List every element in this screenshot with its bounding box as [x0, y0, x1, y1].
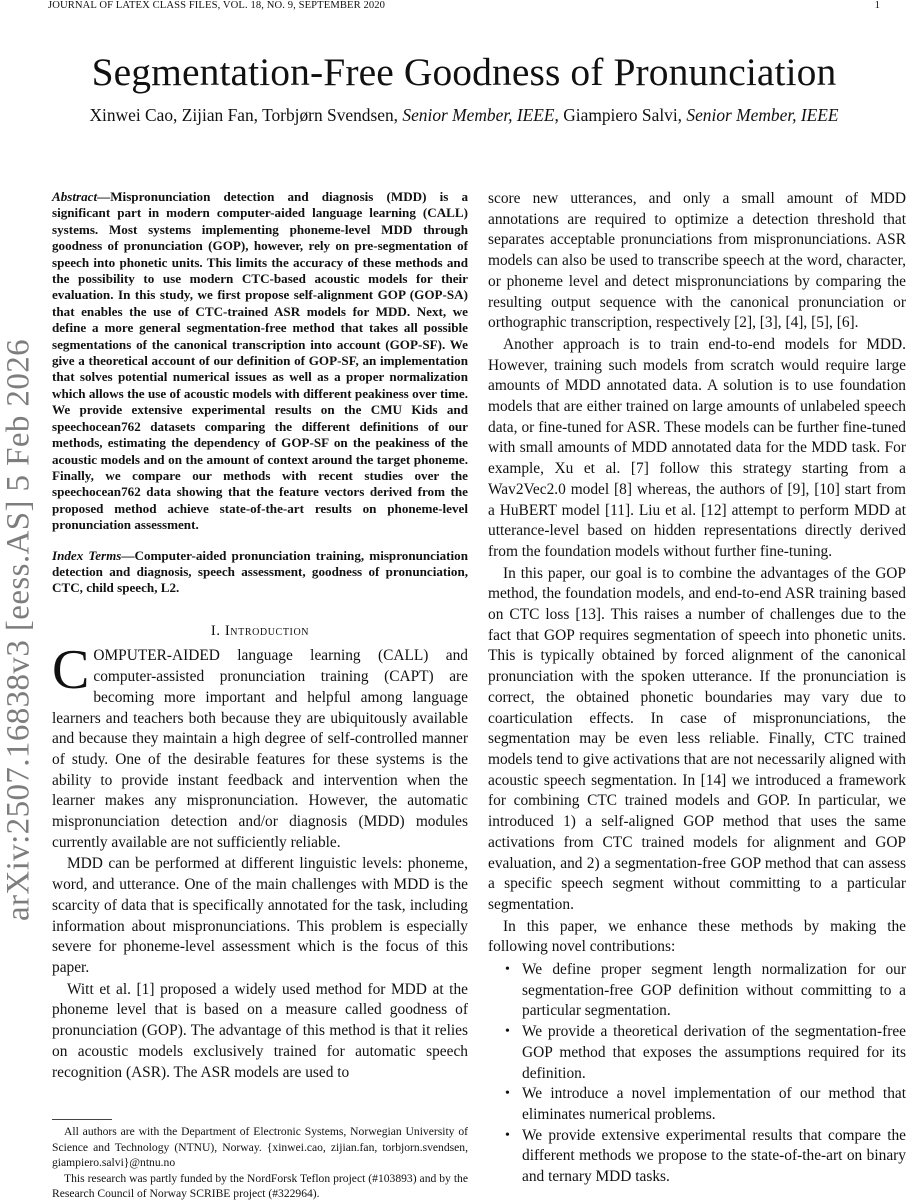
- intro-paragraph-1-text: language learning (CALL) and computer-assisted pronunciation training (CAPT) are becoming more important and helpful among language learners and teachers both because they are ubiquitously available and because they maintain a high degree of self-controlled manner of study. One of the desirable features for these systems is the ability to provide instant feedback and intervention when the learner makes any mispronunciation. However, the automatic mispronunciation detection and/or diagnosis (MDD) modules currently available are not sufficiently reliable.: [52, 647, 468, 851]
- arxiv-identifier: arXiv:2507.16838v3 [eess.AS] 5 Feb 2026: [0, 338, 37, 922]
- list-item: • We define proper segment length normalization for our segmentation-free GOP definition without committing to a particular segmentation.: [522, 960, 906, 1022]
- right-column: [488, 189, 906, 1188]
- footnote-affiliation: All authors are with the Department of Electronic Systems, Norwegian University of Science and Technology (NTNU), Norway. {xinwei.cao, zijian.fan, torbjorn.svendsen, giampiero.salvi}@ntnu.no: [52, 1125, 468, 1169]
- list-item: • We introduce a novel implementation of our method that eliminates numerical problems.: [522, 1084, 906, 1125]
- author-names-2: , Giampiero Salvi,: [554, 105, 683, 125]
- footnote: [52, 1124, 468, 1202]
- paper-title: Segmentation-Free Goodness of Pronunciation: [91, 50, 837, 94]
- intro-lead-words: OMPUTER-AIDED: [93, 647, 220, 665]
- footnote-funding: This research was partly funded by the NordForsk Teflon project (#103893) and by the Research Council of Norway SCRIBE project (#322964).: [52, 1171, 468, 1200]
- list-item: • We provide a theoretical derivation of the segmentation-free GOP method that exposes the assumptions required for its definition.: [522, 1022, 906, 1084]
- index-terms-text: —Computer-aided pronunciation training, mispronunciation detection and diagnosis, speech assessment, goodness of pronunciation, CTC, child speech, L2.: [52, 547, 468, 596]
- right-paragraph-2: Another approach is to train end-to-end models for MDD. However, training such models from scratch would require large amounts of MDD annotated data. A solution is to use foundation models that are either trained on large amounts of unlabeled speech data, or fine-tuned for ASR. These models can be further fine-tuned with small amounts of MDD annotated data for the MDD task. For example, Xu et al. [7] follow this strategy starting from a Wav2Vec2.0 model [8] whereas, the authors of [9], [10] start from a HuBERT model [11]. Liu et al. [12] attempt to perform MDD at utterance-level based on hidden representations directly derived from the foundation models without further fine-tuning.: [488, 335, 906, 560]
- list-item: • We provide extensive experimental results that compare the different methods we propose to the state-of-the-art on binary and ternary MDD tasks.: [522, 1126, 906, 1188]
- arxiv-stamp: [0, 320, 38, 940]
- intro-paragraph-2: MDD can be performed at different linguistic levels: phoneme, word, and utterance. One of the main challenges with MDD is the scarcity of data that is specifically annotated for the task, including information about mispronunciations. This problem is especially severe for phoneme-level assessment which is the focus of this paper.: [52, 855, 468, 976]
- running-header: [48, 0, 880, 14]
- right-paragraph-3: In this paper, our goal is to combine the advantages of the GOP method, the foundation models, and end-to-end ASR training based on CTC loss [13]. This raises a number of challenges due to the fact that GOP requires segmentation of speech into phonetic units. This is typically obtained by forced alignment of the canonical pronunciation with the spoken utterance. If the pronunciation is correct, the obtained phonetic boundaries may vary due to coarticulation effects. In case of mispronunciations, the segmentation may be even less reliable. Finally, CTC trained models tend to give activations that are not necessarily aligned with acoustic speech segmentation. In [14] we introduced a framework for combining CTC trained models and GOP. In particular, we introduced 1) a self-aligned GOP method that uses the same activations from CTC trained models for alignment and GOP evaluation, and 2) a segmentation-free GOP method that can assess a specific speech segment without committing to a particular segmentation.: [488, 564, 906, 913]
- right-paragraph-1: score new utterances, and only a small amount of MDD annotations are required to optimize a detection threshold that separates acceptable pronunciations from mispronunciations. ASR models can also be used to transcribe speech at the word, character, or phoneme level and detect mispronunciations by comparing the resulting output sequence with the canonical pronunciation or orthographic transcription, respectively [2], [3], [4], [5], [6].: [488, 190, 906, 332]
- index-terms-label: Index Terms: [52, 547, 122, 563]
- left-column: [52, 189, 468, 1083]
- author-role-2: Senior Member, IEEE: [686, 105, 839, 125]
- index-terms: [52, 548, 468, 597]
- drop-cap: C: [52, 639, 90, 702]
- author-names-1: Xinwei Cao, Zijian Fan, Torbjørn Svendsen,: [89, 105, 399, 125]
- page-number: 1: [874, 0, 880, 11]
- contributions-list: [488, 960, 906, 1188]
- abstract-label: Abstract: [52, 189, 98, 204]
- author-line: [48, 105, 880, 126]
- journal-name: JOURNAL OF LATEX CLASS FILES, VOL. 18, NO. 9, SEPTEMBER 2020: [48, 0, 386, 11]
- right-paragraph-4: In this paper, we enhance these methods by making the following novel contributions:: [488, 917, 906, 956]
- intro-paragraph-3: Witt et al. [1] proposed a widely used method for MDD at the phoneme level that is based on a measure called goodness of pronunciation (GOP). The advantage of this method is that it relies on acoustic models exclusively trained for automatic speech recognition (ASR). The ASR models are used to: [52, 980, 468, 1081]
- abstract: [52, 189, 468, 534]
- intro-paragraph-1: [52, 639, 468, 853]
- section-heading: I. Introduction: [210, 622, 310, 639]
- abstract-text: —Mispronunciation detection and diagnosis (MDD) is a significant part in modern computer-aided language learning (CALL) systems. Most systems implementing phoneme-level MDD through goodness of pronunciation (GOP), however, rely on pre-segmentation of speech into phonetic units. This limits the accuracy of these methods and the possibility to use modern CTC-based acoustic models for their evaluation. In this study, we first propose self-alignment GOP (GOP-SA) that enables the use of CTC-trained ASR models for MDD. Next, we define a more general segmentation-free method that takes all possible segmentations of the canonical transcription into account (GOP-SF). We give a theoretical account of our definition of GOP-SF, an implementation that solves potential numerical issues as well as a proper normalization which allows the use of acoustic models with different peakiness over time. We provide extensive experimental results on the CMU Kids and speechocean762 datasets comparing the different definitions of our methods, estimating the dependency of GOP-SF on the peakiness of the acoustic models and on the amount of context around the target phoneme. Finally, we compare our methods with recent studies over the speechocean762 data showing that the feature vectors derived from the proposed method achieve state-of-the-art results on phoneme-level pronunciation assessment.: [52, 189, 468, 533]
- author-role-1: Senior Member, IEEE: [402, 105, 555, 125]
- footnote-rule: [52, 1119, 112, 1120]
